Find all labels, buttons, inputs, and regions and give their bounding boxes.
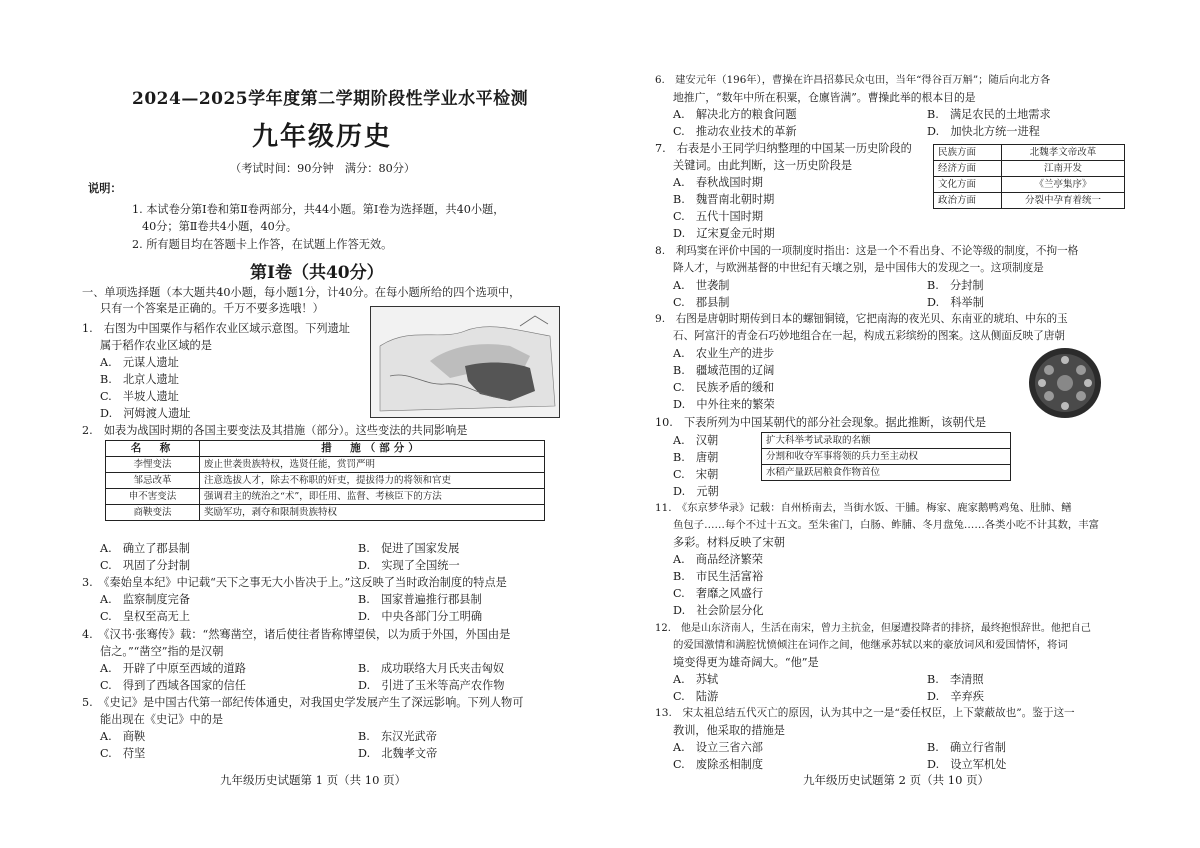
table-row (106, 457, 545, 473)
table-cell: 强调君主的统治之“术”，即任用、监督、考核臣下的方法 (200, 489, 545, 505)
q7-option: A. 春秋战国时期 (673, 176, 763, 189)
note-line: 2. 所有题目均在答题卡上作答，在试题上作答无效。 (132, 238, 393, 251)
rice-millet-map-image (370, 306, 560, 418)
q5-option: B. 东汉光武帝 (358, 730, 437, 743)
q6-option: C. 推动农业技术的革新 (673, 125, 797, 138)
q6-option: D. 加快北方统一进程 (927, 125, 1040, 138)
q2-option: A. 确立了郡县制 (100, 542, 190, 555)
section-intro: 只有一个答案是正确的。千万不要多选哦！） (100, 302, 324, 315)
table-cell: 江南开发 (1002, 161, 1125, 177)
table-cell: 商鞅变法 (106, 505, 200, 521)
q11-stem: 多彩。材料反映了宋朝 (673, 536, 785, 549)
exam-info: （考试时间：90分钟 满分：80分） (230, 162, 416, 175)
table-row (762, 465, 1011, 481)
q13-option: A. 设立三省六部 (673, 741, 763, 754)
table-cell: 文化方面 (934, 177, 1002, 193)
table-cell: 注意选拔人才，除去不称职的奸吏，提拔得力的将领和官吏 (200, 473, 545, 489)
q1-stem: 属于稻作农业区域的是 (100, 339, 212, 352)
table-cell: 北魏孝文帝改革 (1002, 145, 1125, 161)
table-row (106, 489, 545, 505)
q4-option: B. 成功联络大月氏夹击匈奴 (358, 662, 505, 675)
table-header: 措 施（部分） (200, 441, 545, 457)
page-footer: 九年级历史试题第 2 页（共 10 页） (803, 773, 990, 787)
q3-stem: 3. 《秦始皇本纪》中记载“天下之事无大小皆决于上。”这反映了当时政治制度的特点是 (82, 576, 507, 589)
table-header: 名 称 (106, 441, 200, 457)
table-cell: 申不害变法 (106, 489, 200, 505)
exam-title: 2024—2025学年度第二学期阶段性学业水平检测 (132, 89, 529, 109)
table-row (106, 473, 545, 489)
q4-stem: 4. 《汉书·张骞传》载：“然骞凿空，诸后使往者皆称博望侯，以为质于外国，外国由是 (82, 628, 511, 641)
q3-option: A. 监察制度完备 (100, 593, 190, 606)
q8-option: A. 世袭制 (673, 279, 730, 292)
q7-option: D. 辽宋夏金元时期 (673, 227, 775, 240)
q1-stem: 1. 右图为中国粟作与稻作农业区域示意图。下列遗址 (82, 322, 350, 335)
q2-option: B. 促进了国家发展 (358, 542, 460, 555)
q5-stem: 5. 《史记》是中国古代第一部纪传体通史，对我国史学发展产生了深远影响。下列人物可 (82, 696, 524, 709)
q8-option: C. 郡县制 (673, 296, 730, 309)
q13-option: B. 确立行省制 (927, 741, 1006, 754)
subject-title: 九年级历史 (252, 122, 393, 152)
q6-option: B. 满足农民的土地需求 (927, 108, 1051, 121)
q11-stem: 11. 《东京梦华录》记载：自州桥南去，当街水饭、干脯。梅家、鹿家鹅鸭鸡兔、肚肺、鳝 (655, 502, 1072, 514)
q9-option: C. 民族矛盾的缓和 (673, 381, 775, 394)
table-cell: 奖励军功，剥夺和限制贵族特权 (200, 505, 545, 521)
table-cell: 民族方面 (934, 145, 1002, 161)
q13-stem: 13. 宋太祖总结五代灭亡的原因，认为其中之一是“委任权臣，上下蒙蔽故也”。鉴于这一 (655, 707, 1075, 719)
q4-option: C. 得到了西域各国家的信任 (100, 679, 246, 692)
q4-option: A. 开辟了中原至西域的道路 (100, 662, 246, 675)
q2-option: C. 巩固了分封制 (100, 559, 191, 572)
q12-stem: 12. 他是山东济南人，生活在南宋，曾力主抗金，但屡遭投降者的排挤，最终抱恨辞世。他把自己 (655, 623, 1091, 634)
q11-option: D. 社会阶层分化 (673, 604, 764, 617)
note-line: 40分；第Ⅱ卷共4小题，40分。 (142, 220, 298, 233)
table-row (934, 193, 1125, 209)
q11-option: C. 奢靡之风盛行 (673, 587, 764, 600)
section-title: 第Ⅰ卷（共40分） (250, 263, 384, 283)
q10-option: B. 唐朝 (673, 451, 719, 464)
q9-stem: 9. 右图是唐朝时期传到日本的螺钿铜镜，它把南海的夜光贝、东南亚的琥珀、中东的玉 (655, 313, 1068, 325)
exam-page-2 (655, 0, 1135, 848)
q1-option: D. 河姆渡人遗址 (100, 407, 191, 420)
q6-option: A. 解决北方的粮食问题 (673, 108, 797, 121)
table-row (762, 433, 1011, 449)
q12-option: C. 陆游 (673, 690, 719, 703)
q10-option: A. 汉朝 (673, 434, 719, 447)
section-intro: 一、单项选择题（本大题共40小题，每小题1分，计40分。在每小题所给的四个选项中， (82, 286, 521, 299)
q5-option: A. 商鞅 (100, 730, 146, 743)
q7-stem: 7. 右表是小王同学归纳整理的中国某一历史阶段的 (655, 142, 912, 155)
q4-option: D. 引进了玉米等高产农作物 (358, 679, 505, 692)
table-row (934, 161, 1125, 177)
table-cell: 废止世袭贵族特权，选贤任能，赏罚严明 (200, 457, 545, 473)
table-cell: 政治方面 (934, 193, 1002, 209)
q1-option: B. 北京人遗址 (100, 373, 179, 386)
q5-option: C. 苻坚 (100, 747, 146, 760)
table-row (106, 505, 545, 521)
q10-phenomena-table (761, 432, 1011, 481)
q3-option: D. 中央各部门分工明确 (358, 610, 483, 623)
bronze-mirror-image (1027, 346, 1103, 420)
table-cell: 《兰亭集序》 (1002, 177, 1125, 193)
notes-label: 说明： (88, 181, 122, 195)
exam-page-1 (60, 0, 560, 848)
q13-option: C. 废除丞相制度 (673, 758, 764, 771)
q2-reform-table (105, 440, 545, 521)
q7-option: B. 魏晋南北朝时期 (673, 193, 775, 206)
q9-option: B. 疆域范围的辽阔 (673, 364, 775, 377)
table-row (934, 177, 1125, 193)
q1-option: A. 元谋人遗址 (100, 356, 179, 369)
q7-stem: 关键词。由此判断，这一历史阶段是 (673, 159, 853, 172)
q10-stem: 10. 下表所列为中国某朝代的部分社会现象。据此推断，该朝代是 (655, 416, 987, 429)
q3-option: B. 国家普遍推行郡县制 (358, 593, 482, 606)
table-row (934, 145, 1125, 161)
q2-option: D. 实现了全国统一 (358, 559, 460, 572)
table-cell: 分割和收夺军事将领的兵力至主动权 (762, 449, 1011, 465)
table-cell: 扩大科举考试录取的名额 (762, 433, 1011, 449)
q11-option: B. 市民生活富裕 (673, 570, 764, 583)
q5-option: D. 北魏孝文帝 (358, 747, 438, 760)
q9-option: D. 中外往来的繁荣 (673, 398, 775, 411)
q6-stem: 地推广，“数年中所在积粟，仓廪皆满”。曹操此举的根本目的是 (673, 91, 976, 104)
table-cell: 经济方面 (934, 161, 1002, 177)
q1-option: C. 半坡人遗址 (100, 390, 179, 403)
table-row (762, 449, 1011, 465)
q12-option: A. 苏轼 (673, 673, 719, 686)
q12-stem: 的爱国激情和满腔忧愤倾注在词作之间，他继承苏轼以来的豪放词风和爱国情怀，将词 (673, 639, 1068, 651)
q10-option: C. 宋朝 (673, 468, 719, 481)
q8-stem: 8. 利玛窦在评价中国的一项制度时指出：这是一个不看出身、不论等级的制度，不拘一格 (655, 245, 1079, 257)
q9-option: A. 农业生产的进步 (673, 347, 775, 360)
q8-option: B. 分封制 (927, 279, 984, 292)
table-cell: 邹忌改革 (106, 473, 200, 489)
q11-option: A. 商品经济繁荣 (673, 553, 763, 566)
q12-option: B. 李清照 (927, 673, 984, 686)
q7-keyword-table (933, 144, 1125, 209)
q12-stem: 境变得更为雄奇阔大。“他”是 (673, 656, 819, 669)
q10-option: D. 元朝 (673, 485, 719, 498)
q9-stem: 石、阿富汗的青金石巧妙地组合在一起，构成五彩缤纷的图案。这从侧面反映了唐朝 (673, 330, 1065, 342)
q4-stem: 信之。”“凿空”指的是汉朝 (100, 645, 224, 658)
table-cell: 分裂中孕育着统一 (1002, 193, 1125, 209)
q8-option: D. 科举制 (927, 296, 984, 309)
table-header-row (106, 441, 545, 457)
table-cell: 李悝变法 (106, 457, 200, 473)
table-cell: 水稻产量跃居粮食作物首位 (762, 465, 1011, 481)
q6-stem: 6. 建安元年（196年），曹操在许昌招募民众屯田，当年“得谷百万斛”；随后向北方各 (655, 74, 1051, 86)
q5-stem: 能出现在《史记》中的是 (100, 713, 224, 726)
q3-option: C. 皇权至高无上 (100, 610, 191, 623)
q2-stem: 2. 如表为战国时期的各国主要变法及其措施（部分）。这些变法的共同影响是 (82, 424, 468, 437)
q8-stem: 降人才，与欧洲基督的中世纪有天壤之别，是中国伟大的发现之一。这项制度是 (673, 262, 1044, 274)
page-footer: 九年级历史试题第 1 页（共 10 页） (220, 773, 407, 787)
q7-option: C. 五代十国时期 (673, 210, 764, 223)
note-line: 1. 本试卷分第Ⅰ卷和第Ⅱ卷两部分，共44小题。第Ⅰ卷为选择题，共40小题， (132, 203, 505, 216)
q12-option: D. 辛弃疾 (927, 690, 984, 703)
q13-stem: 教训，他采取的措施是 (673, 724, 785, 737)
q11-stem: 鱼包子……每个不过十五文。至朱雀门，白肠、鲊脯、冬月盘兔……各类小吃不计其数，丰富 (673, 519, 1100, 531)
q13-option: D. 设立军机处 (927, 758, 1007, 771)
